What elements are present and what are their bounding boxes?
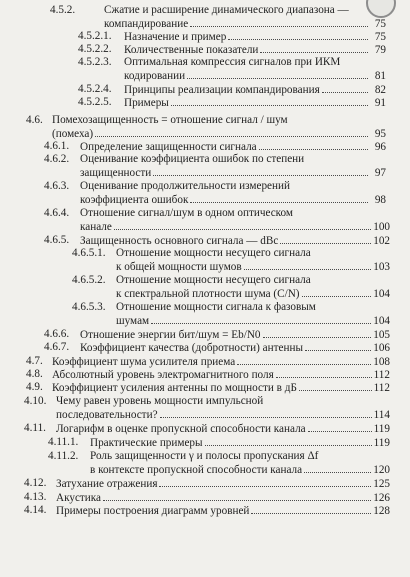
toc-leader-dots bbox=[322, 83, 368, 93]
toc-page-number: 112 bbox=[373, 369, 390, 381]
toc-leader-dots bbox=[114, 220, 371, 230]
toc-entry-title: Практические примеры bbox=[90, 437, 203, 449]
toc-entry[interactable] bbox=[24, 491, 390, 505]
toc-leader-dots bbox=[228, 30, 368, 40]
toc-entry[interactable] bbox=[44, 341, 390, 355]
toc-entry-number: 4.5.2.3. bbox=[78, 56, 112, 68]
toc-entry-number: 4.6.3. bbox=[44, 180, 70, 192]
toc-entry[interactable] bbox=[44, 153, 386, 179]
toc-page-number: 114 bbox=[373, 408, 390, 421]
toc-page-number: 79 bbox=[374, 44, 386, 56]
toc-leader-dots bbox=[95, 127, 368, 137]
toc-entry-number: 4.5.2.1. bbox=[78, 30, 112, 42]
toc-entry-title: Коэффициент шума усилителя приема bbox=[52, 356, 236, 368]
toc-entry-title: Отношение энергии бит/шум = Eb/N0 bbox=[80, 329, 261, 341]
toc-entry-title: Логарифм в оценке пропускной способности канала bbox=[56, 423, 306, 435]
toc-entry-title: Принципы реализации компандирования bbox=[124, 84, 320, 96]
toc-entry[interactable] bbox=[44, 207, 390, 233]
toc-entry-number: 4.8. bbox=[26, 368, 43, 380]
toc-entry[interactable] bbox=[72, 247, 390, 273]
toc-entry[interactable] bbox=[48, 450, 390, 476]
toc-entry-number: 4.11.2. bbox=[48, 450, 79, 462]
toc-leader-dots bbox=[302, 287, 372, 297]
toc-page-number: 128 bbox=[373, 505, 390, 517]
toc-entry-title: Затухание отражения bbox=[56, 478, 158, 490]
toc-entry-title: последовательности? bbox=[56, 408, 158, 421]
toc-page-number: 126 bbox=[373, 492, 390, 504]
toc-entry-number: 4.6.5.3. bbox=[72, 301, 106, 313]
toc-entry-number: 4.10. bbox=[24, 395, 47, 407]
toc-entry-title: компандирование bbox=[104, 17, 189, 30]
toc-entry-title-line: Сжатие и расширение динамического диапазона — bbox=[104, 4, 349, 16]
toc-entry-number: 4.5.2.5. bbox=[78, 96, 112, 108]
toc-page-number: 100 bbox=[373, 220, 390, 233]
toc-entry-number: 4.12. bbox=[24, 477, 47, 489]
toc-entry-title-line: Роль защищенности γ и полосы пропускания Δf bbox=[90, 450, 319, 462]
toc-entry-title-line: Оценивание коэффициента ошибок по степени bbox=[80, 153, 305, 165]
toc-entry-number: 4.11. bbox=[24, 422, 46, 434]
toc-leader-dots bbox=[160, 408, 372, 418]
toc-entry[interactable] bbox=[78, 43, 386, 57]
toc-leader-dots bbox=[251, 504, 371, 514]
toc-page-number: 104 bbox=[373, 287, 390, 300]
toc-leader-dots bbox=[103, 491, 371, 501]
toc-page-number: 105 bbox=[373, 329, 390, 341]
toc-entry-title: Коэффициент качества (добротности) антенны bbox=[80, 342, 303, 354]
toc-leader-dots bbox=[171, 96, 368, 106]
toc-page-number: 91 bbox=[374, 97, 386, 109]
toc-entry-number: 4.9. bbox=[26, 381, 43, 393]
toc-entry[interactable] bbox=[44, 328, 390, 342]
toc-entry-number: 4.6.7. bbox=[44, 341, 70, 353]
toc-leader-dots bbox=[259, 140, 368, 150]
toc-page-number: 119 bbox=[373, 423, 390, 435]
toc-entry[interactable] bbox=[78, 56, 386, 82]
toc-leader-dots bbox=[244, 260, 372, 270]
toc-page-number: 96 bbox=[374, 141, 386, 153]
toc-leader-dots bbox=[190, 17, 368, 27]
toc-entry[interactable] bbox=[50, 4, 386, 30]
toc-entry-title: Защищенность основного сигнала — dBc bbox=[80, 235, 279, 247]
toc-entry-title-line: Помехозащищенность = отношение сигнал / шум bbox=[52, 114, 288, 126]
toc-entry-number: 4.5.2.2. bbox=[78, 43, 112, 55]
toc-leader-dots bbox=[187, 69, 368, 79]
toc-entry[interactable] bbox=[26, 368, 390, 382]
toc-page-number: 103 bbox=[373, 260, 390, 273]
toc-entry-title-line: Отношение сигнал/шум в одном оптическом bbox=[80, 207, 293, 219]
toc-entry[interactable] bbox=[44, 180, 386, 206]
toc-leader-dots bbox=[153, 166, 368, 176]
toc-entry-number: 4.5.2.4. bbox=[78, 83, 112, 95]
toc-entry-title: Абсолютный уровень электромагнитного поля bbox=[52, 369, 274, 381]
toc-entry-title: шумам bbox=[116, 314, 150, 327]
toc-page-number: 125 bbox=[373, 478, 390, 490]
toc-leader-dots bbox=[237, 355, 371, 365]
toc-entry-title: Примеры bbox=[124, 97, 169, 109]
toc-page-number: 97 bbox=[374, 166, 386, 179]
toc-entry-title: канале bbox=[80, 220, 112, 233]
toc-entry[interactable] bbox=[44, 234, 390, 248]
toc-page-number: 75 bbox=[374, 31, 386, 43]
toc-page-number: 82 bbox=[374, 84, 386, 96]
toc-leader-dots bbox=[308, 422, 372, 432]
toc-entry-title: (помеха) bbox=[52, 127, 94, 140]
toc-entry[interactable] bbox=[78, 96, 386, 110]
toc-page-number: 102 bbox=[373, 235, 390, 247]
toc-leader-dots bbox=[260, 43, 368, 53]
toc-entry-number: 4.6.4. bbox=[44, 207, 70, 219]
toc-entry-number: 4.6.5. bbox=[44, 234, 70, 246]
toc-entry-number: 4.6.1. bbox=[44, 140, 70, 152]
toc-entry-title-line: Чему равен уровень мощности импульсной bbox=[56, 395, 264, 407]
toc-entry[interactable] bbox=[24, 422, 390, 436]
toc-page-number: 104 bbox=[373, 314, 390, 327]
toc-page-number: 108 bbox=[373, 356, 390, 368]
toc-leader-dots bbox=[205, 436, 372, 446]
toc-leader-dots bbox=[305, 341, 371, 351]
toc-leader-dots bbox=[276, 368, 372, 378]
toc-leader-dots bbox=[304, 463, 371, 473]
toc-page-number: 120 bbox=[373, 463, 390, 476]
toc-entry-title-line: Оценивание продолжительности измерений bbox=[80, 180, 290, 192]
toc-entry[interactable] bbox=[24, 504, 390, 518]
toc-entry[interactable] bbox=[72, 274, 390, 300]
toc-leader-dots bbox=[159, 477, 371, 487]
toc-entry-number: 4.13. bbox=[24, 491, 47, 503]
toc-entry[interactable] bbox=[72, 301, 390, 327]
toc-page-number: 119 bbox=[373, 437, 390, 449]
toc-page-number: 112 bbox=[373, 382, 390, 394]
toc-entry-title: Количественные показатели bbox=[124, 44, 259, 56]
toc-entry-title: Примеры построения диаграмм уровней bbox=[56, 505, 250, 517]
toc-entry-number: 4.6.2. bbox=[44, 153, 70, 165]
toc-entry-title: Акустика bbox=[56, 492, 102, 504]
toc-entry[interactable] bbox=[26, 114, 386, 140]
toc-entry-title-line: Оптимальная компрессия сигналов при ИКМ bbox=[124, 56, 341, 68]
toc-entry-title: к общей мощности шумов bbox=[116, 260, 242, 273]
toc-entry-number: 4.6.6. bbox=[44, 328, 70, 340]
toc-leader-dots bbox=[190, 193, 368, 203]
toc-entry-title-line: Отношение мощности сигнала к фазовым bbox=[116, 301, 316, 313]
toc-entry[interactable] bbox=[44, 140, 386, 154]
toc-entry-title: Назначение и пример bbox=[124, 31, 227, 43]
toc-page-number: 75 bbox=[374, 17, 386, 30]
toc-leader-dots bbox=[151, 314, 371, 324]
toc-entry-number: 4.11.1. bbox=[48, 436, 79, 448]
toc-leader-dots bbox=[280, 234, 371, 244]
toc-entry[interactable] bbox=[48, 436, 390, 450]
toc-entry-number: 4.14. bbox=[24, 504, 47, 516]
toc-entry-title-line: Отношение мощности несущего сигнала bbox=[116, 274, 311, 286]
toc-entry-title: к спектральной плотности шума (C/N) bbox=[116, 287, 300, 300]
toc-entry-number: 4.6. bbox=[26, 114, 43, 126]
toc-entry[interactable] bbox=[24, 477, 390, 491]
toc-leader-dots bbox=[299, 381, 372, 391]
toc-entry-number: 4.5.2. bbox=[50, 4, 76, 16]
toc-page-number: 98 bbox=[374, 193, 386, 206]
toc-leader-dots bbox=[263, 328, 372, 338]
toc-entry-number: 4.7. bbox=[26, 355, 43, 367]
toc-entry-title: защищенности bbox=[80, 166, 152, 179]
toc-entry-title: коэффициента ошибок bbox=[80, 193, 189, 206]
toc-entry[interactable] bbox=[78, 83, 386, 97]
toc-entry-title: в контексте пропускной способности канала bbox=[90, 463, 303, 476]
toc-entry[interactable] bbox=[26, 355, 390, 369]
toc-entry[interactable] bbox=[24, 395, 390, 421]
toc-entry-number: 4.6.5.1. bbox=[72, 247, 106, 259]
toc-entry-number: 4.6.5.2. bbox=[72, 274, 106, 286]
toc-entry-title: кодировании bbox=[124, 69, 186, 82]
toc-entry[interactable] bbox=[26, 381, 390, 395]
toc-entry[interactable] bbox=[78, 30, 386, 44]
toc-entry-title: Определение защищенности сигнала bbox=[80, 141, 257, 153]
toc-page-number: 81 bbox=[374, 69, 386, 82]
toc-entry-title-line: Отношение мощности несущего сигнала bbox=[116, 247, 311, 259]
toc-entry-title: Коэффициент усиления антенны по мощности в дБ bbox=[52, 382, 297, 394]
toc-page-number: 95 bbox=[374, 127, 386, 140]
toc-page-number: 106 bbox=[373, 342, 390, 354]
